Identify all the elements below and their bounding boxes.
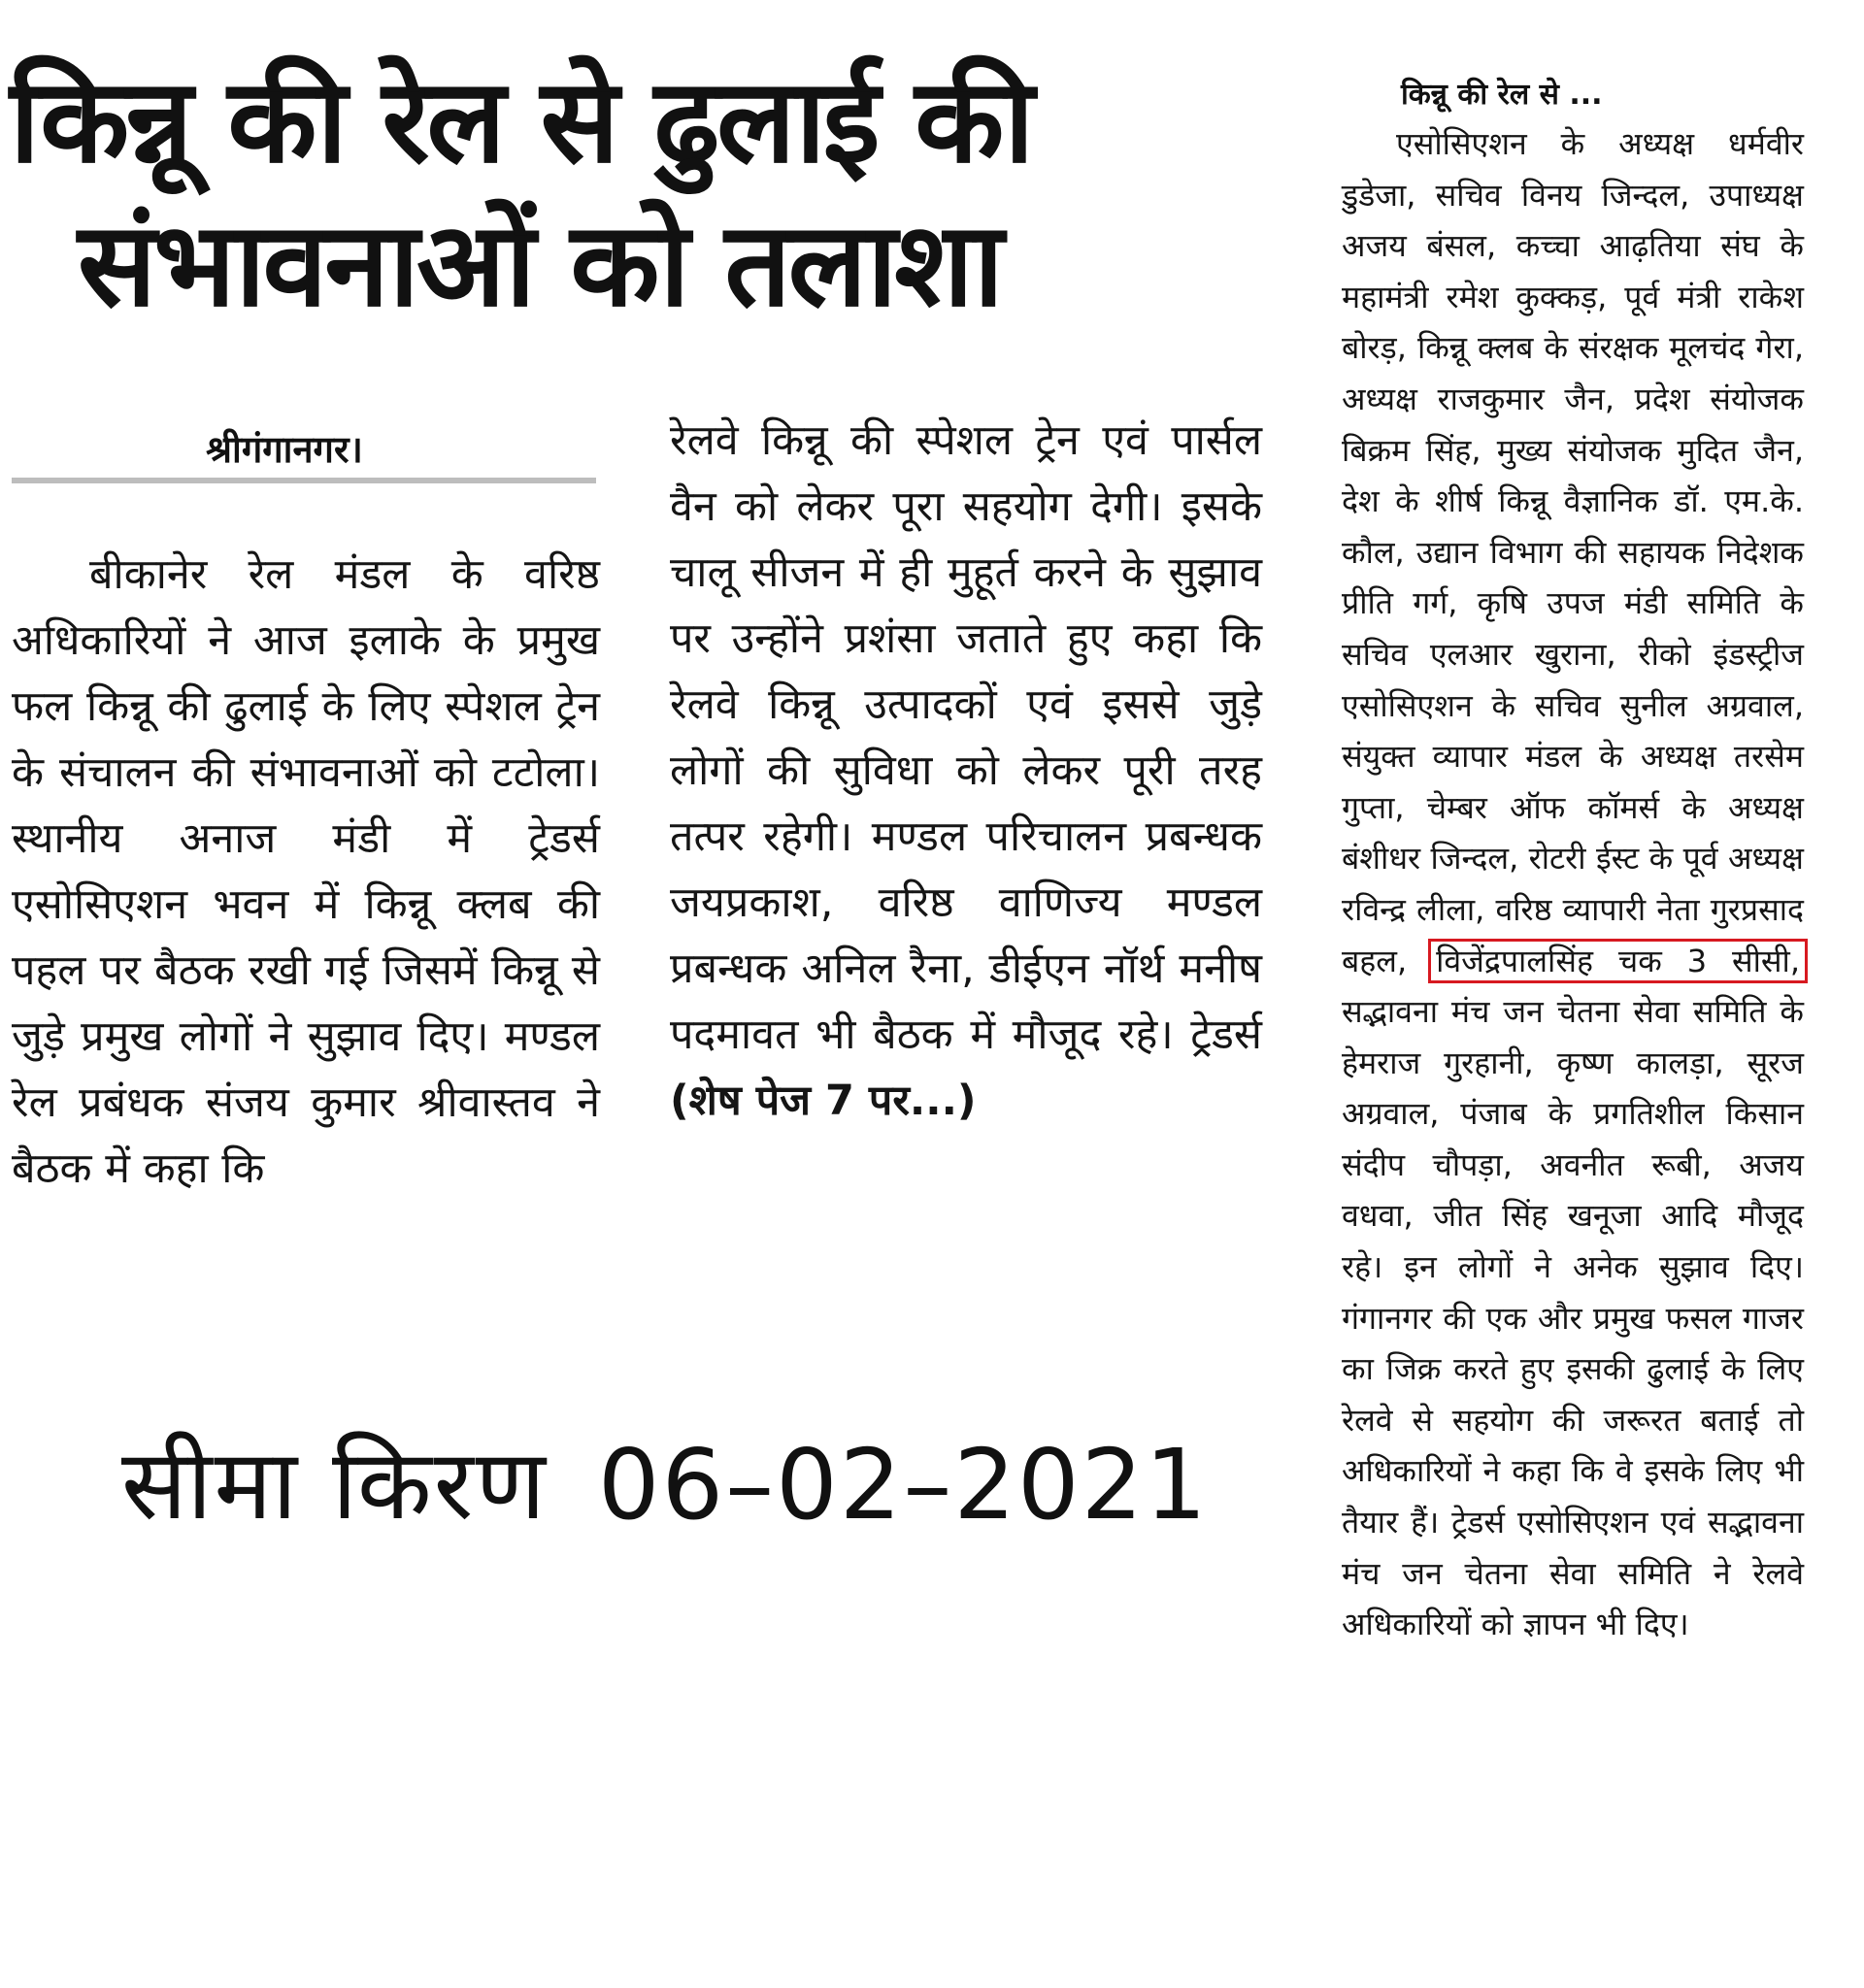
article-column-1 [12,542,600,1202]
column-2-paragraph [670,408,1262,1134]
headline-line-2: संभावनाओं को तलाशा [78,198,1001,333]
column-3-text-part-2: सद्भावना मंच जन चेतना सेवा समिति के हेमराज गुरहानी, कृष्ण कालड़ा, सूरज अग्रवाल, पंजाब के प्रगतिशील किसान संदीप चौपड़ा, अवनीत रूबी, अजय वधवा, जीत सिंह खनूजा आदि मौजूद रहे। इन लोगों ने अनेक सुझाव दिए। गंगानगर की एक और प्रमुख फसल गाजर का जिक्र करते हुए इसकी ढुलाई के लिए रेलवे से सहयोग की जरूरत बताई तो अधिकारियों ने कहा कि वे इसके लिए भी तैयार हैं। ट्रेडर्स एसोसिएशन एवं सद्भावना मंच जन चेतना सेवा समिति ने रेलवे अधिकारियों को ज्ञापन भी दिए। [1342,993,1804,1643]
article-column-3 [1342,118,1804,1650]
article-column-2 [670,408,1262,1134]
column-1-text: बीकानेर रेल मंडल के वरिष्ठ अधिकारियों ने आज इलाके के प्रमुख फल किन्नू की ढुलाई के लिए स्पेशल ट्रेन के संचालन की संभावनाओं को टटोला। स्थानीय अनाज मंडी में ट्रेडर्स एसोसिएशन भवन में किन्नू क्लब की पहल पर बैठक रखी गई जिसमें किन्नू से जुड़े प्रमुख लोगों ने सुझाव दिए। मण्डल रेल प्रबंधक संजय कुमार श्रीवास्तव ने बैठक में कहा कि [12,550,600,1193]
continued-note: (शेष पेज 7 पर...) [670,1077,977,1125]
column-3-text-part-1: एसोसिएशन के अध्यक्ष धर्मवीर डुडेजा, सचिव विनय जिन्दल, उपाध्यक्ष अजय बंसल, कच्चा आढ़तिया संघ के महामंत्री रमेश कुक्कड़, पूर्व मंत्री राकेश बोरड़, किन्नू क्लब के संरक्षक मूलचंद गेरा, अध्यक्ष राजकुमार जैन, प्रदेश संयोजक बिक्रम सिंह, मुख्य संयोजक मुदित जैन, देश के शीर्ष किन्नू वैज्ञानिक डॉ. एम.के. कौल, उद्यान विभाग की सहायक निदेशक प्रीति गर्ग, कृषि उपज मंडी समिति के सचिव एलआर खुराना, रीको इंडस्ट्रीज एसोसिएशन के सचिव सुनील अग्रवाल, संयुक्त व्यापार मंडल के अध्यक्ष तरसेम गुप्ता, चेम्बर ऑफ कॉमर्स के अध्यक्ष बंशीधर जिन्दल, रोटरी ईस्ट के पूर्व अध्यक्ष रविन्द्र लीला, वरिष्ठ व्यापारी नेता गुरप्रसाद बहल, [1342,125,1804,979]
dateline [12,425,596,483]
headline [10,50,1272,338]
headline-line-1: किन्नू की रेल से ढुलाई की [10,54,1032,189]
column-2-text: रेलवे किन्नू की स्पेशल ट्रेन एवं पार्सल वैन को लेकर पूरा सहयोग देगी। इसके चालू सीजन में ही मुहूर्त करने के सुझाव पर उन्होंने प्रशंसा जताते हुए कहा कि रेलवे किन्नू उत्पादकों एवं इससे जुड़े लोगों की सुविधा को लेकर पूरी तरह तत्पर रहेगी। मण्डल परिचालन प्रबन्धक जयप्रकाश, वरिष्ठ वाणिज्य मण्डल प्रबन्धक अनिल रैना, डीईएन नॉर्थ मनीष पदमावत भी बैठक में मौजूद रहे। ट्रेडर्स [670,416,1262,1059]
source-caption [121,1427,1209,1543]
highlighted-name: विजेंद्रपालसिंह चक 3 सीसी, [1432,943,1804,979]
column-3-paragraph [1342,118,1804,1650]
publication-date: 06–02–2021 [597,1428,1209,1541]
continuation-heading: किन्नू की रेल से ... [1401,78,1603,112]
newspaper-name: सीमा किरण [121,1428,548,1541]
dateline-text: श्रीगंगानगर। [206,428,363,471]
